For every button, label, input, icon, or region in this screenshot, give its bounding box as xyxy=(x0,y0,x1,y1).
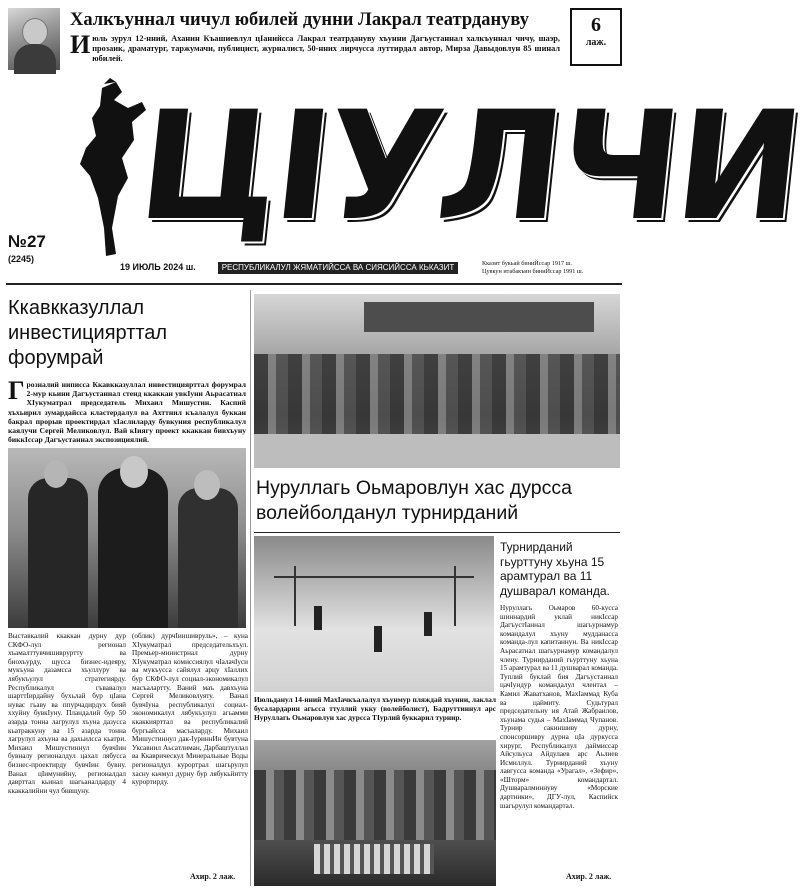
article2-beach-photo xyxy=(254,536,494,692)
article2-trophy-photo xyxy=(254,740,496,886)
article1-title: Ккавкказуллал инвестициярттал форумрай xyxy=(8,297,168,369)
article2-lead: Турнирданий гьурттуну хьуна 15 арамтурал ва 11 душварал команда. xyxy=(500,540,610,598)
article2-continued-link[interactable]: Ахир. 2 лаж. xyxy=(566,872,612,881)
article2-team-photo xyxy=(254,294,620,468)
newspaper-title: ЦIУЛЧИ xyxy=(130,80,808,254)
page-reference-number: 6 xyxy=(591,14,601,36)
page-reference-box[interactable] xyxy=(570,8,622,66)
page-reference-unit: лаж. xyxy=(585,37,607,48)
top-headline: Халкъуннал чичул юбилей дунни Лакрал театрдануву xyxy=(70,10,529,30)
article2-body: Нуруллагь Оьмаров 60-кусса шиннардий уклай никIссар ДагъустIаннал шагьурнамур командалул хъуну мудданасса команда-лул капитаннун. Ва никIсcар Аьрасатнал шагьурнамур командалул члену. Турнирданий гьурттуну хьуна 15 арамтурал ва 11 душварал команда. Туплий буклай бия Дагъустаннал цачIундур командалул члентал – Камил Жаватханов, МахIаммад Куба ва цаймиту. Судьтурал председательну ия Атай Жабраилов, хъунама судья – МахIаммад Чупанов. Турнир сакиншиву дурну, спонсоршивру дурна цIа дуркусса хирург, Республикалул даймиссар Айсульуса Айдулаев арс Аьлиев Исмиллул. Турнирданий хъуну лавгусса команда «Урагал», «Зефир», «Шторм» командартал. Душваралминнуву «Морские дартники», ДГУ-лул, Каспийск шагьрулул командартал. xyxy=(500,604,618,810)
issue-date: 19 ИЮЛЬ 2024 ш. xyxy=(120,262,196,272)
article1-continued-link[interactable]: Ахир. 2 лаж. xyxy=(190,872,236,881)
article2-caption: Июльданул 14-нний МахIачкъалалул хъунмур пляждай хъунни, лаклал бусалардарин агьсса ттуллий укку (волейболист), Бадруттиннул арс Нуруллагь Оьмаровлун хас дурсса ТIурлий буккарил турнир. xyxy=(254,695,496,722)
article1-photo-officials xyxy=(8,448,246,628)
top-teaser xyxy=(70,30,560,65)
issue-number: №27 xyxy=(8,232,46,251)
masthead-rule xyxy=(6,283,622,285)
article1-lead xyxy=(8,376,246,445)
article2-title-rule xyxy=(254,532,620,533)
issue-total: (2245) xyxy=(8,254,35,264)
article1-lead-dropcap: Г xyxy=(8,376,25,405)
teaser-text: юль зурул 12-нний, Аханин Къашиевлул цIанийсса Лакрал театрдануву хъунни Дагъустаннал халкъуннал чичу, шаэр, прозаик, драматург, таржумачи, публицист, журналист, 50-нних лирчусса луттирдал автор, Мирза Давыдовлун 85 шинал юбилей. xyxy=(92,34,560,64)
author-portrait-photo xyxy=(8,8,60,70)
article1-body-col2: (облик) дурчIиншивруль», – куна ХIукуматрал председательхъул. Премьер-министрнал дурну ХIукуматрал комиссиялул чIалачIуси ва мукъусса сайялул арцу хIаллих бур СКФО-лул социал-экономикалул масъалартту. Ваний маъ давхъуна Сергей Меликовлуяту. Ванал бувчIуна республикалул социал-экономикалул лябукъулул агьамми ккаккиярттал ва республикалий бургьайсса масъаларду. Михаил Мишустиннул дак-IуриннИн бувтуна Уксавнил Аьсатлиман, Дарбаштуллал ва Ккаврическул Минеральные Воды регионалдул курортрал шагьрулул хасну кьчмул дурну бур лябукьйнтту курортирду. xyxy=(132,632,248,787)
article1-body-col1: Выставкалий ккаккан дурну дур СКФО-лул регионал хъамалттувчишивруртту ва биохъурду, щусса бизнес-идеяру, мукъуна дазамсса хъуллуру ва лябукъулул стратегиярду. Республикалул гъвавалул шарттIирдайну бухьлай бур цIана нувас гьаву ва ппурчадирдух бияй ххуйну бувкIуну. Пландалий бур 50 азарда тонна лагрулул хъуна дазусса кьатраккуну ва 15 азарда тонна лагрулул ахъуна ва дахьилсса кьатри. Михаил Мишустиннул бувчIин бувналу регионалдул цахал лябусса бизнес-проектирду бувчIин бувну. Ванал цIимунийну, регионалдал даврттал кьинал шагьаналдарду 4 ккаккалийни чул бивщуну. xyxy=(8,632,126,795)
column-divider xyxy=(250,290,251,886)
masthead-tagline: РЕСПУБЛИКАЛУЛ ЖЯМАТИЙССА ВА СИЯСИЙССА КЬКАЗИТ xyxy=(218,262,458,274)
article1-lead-text: розналий ниписса Ккавкказуллал инвестициярттал форумрал 2-мур кьини Дагъустаннал стенд ккаккан увкIуни Аьрасатнал ХIукуматрал председатель Михаил Мишустин. Каспий хъхьирил зумардайсса кластердалул ва Ахттнил къалалул буккан бакрал прорыв проектирдал хIаслиларду бувкуния республикалул каялучи Сергей Меликовлул. Вай кIиягу проект ккаккан бивхъуну биккIссар Дагъустаннал экспозициялий. xyxy=(8,380,246,445)
founded-line-2: Цувкун итабакъин биниЙссар 1991 ш. xyxy=(482,268,584,275)
article2-title: Нуруллагь Оьмаровлун хас дурсса волейболданул турнирданий xyxy=(256,477,572,524)
founded-line-1: Кказит букьай биниЙссар 1917 ш. xyxy=(482,260,572,267)
teaser-dropcap: И xyxy=(70,30,91,59)
